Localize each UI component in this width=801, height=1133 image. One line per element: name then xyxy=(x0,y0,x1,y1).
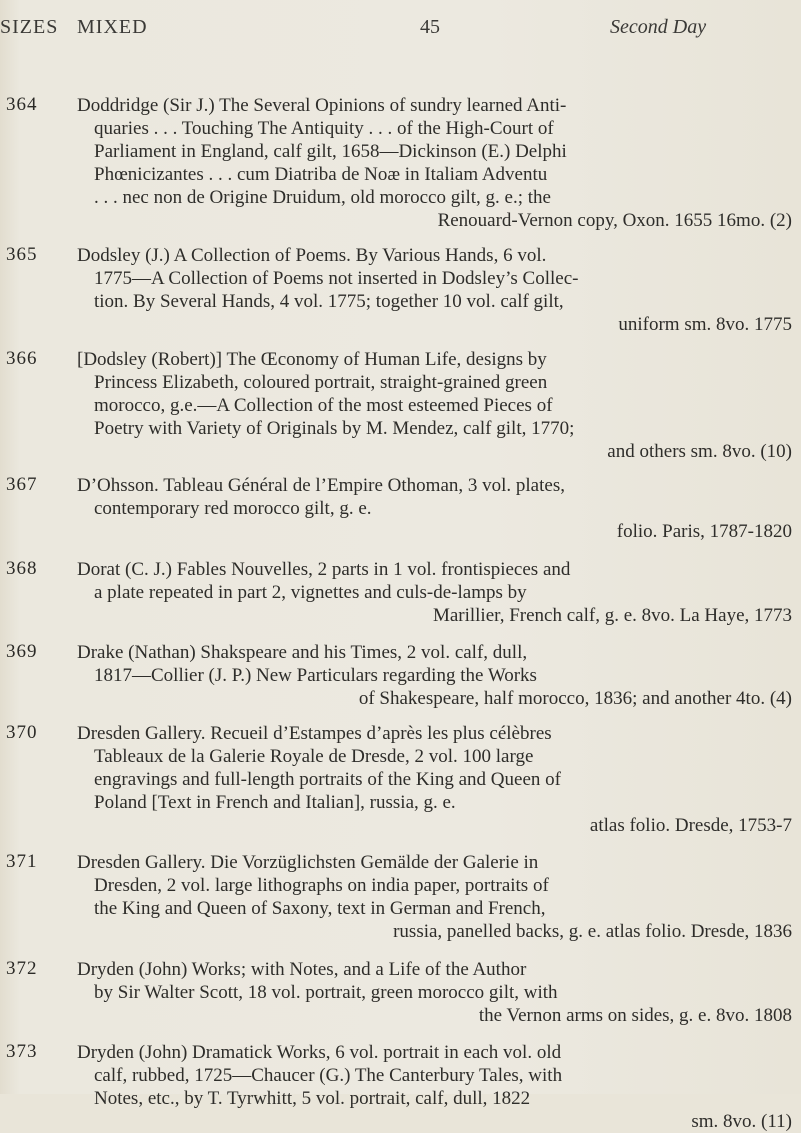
lot-line: morocco, g.e.—A Collection of the most esteemed Pieces of xyxy=(94,395,553,416)
lot-line: . . . nec non de Origine Druidum, old morocco gilt, g. e.; the xyxy=(94,187,551,208)
lot-line: quaries . . . Touching The Antiquity . . . of the High-Court of xyxy=(94,118,554,139)
lot-line: calf, rubbed, 1725—Chaucer (G.) The Canterbury Tales, with xyxy=(94,1065,563,1086)
header-sizes: SIZES xyxy=(0,16,59,38)
lot-line: Parliament in England, calf gilt, 1658—Dickinson (E.) Delphi xyxy=(94,141,567,162)
lot-line: Marillier, French calf, g. e. 8vo. La Haye, 1773 xyxy=(432,605,792,626)
lot-line: and others sm. 8vo. (10) xyxy=(607,441,792,462)
lot-line: contemporary red morocco gilt, g. e. xyxy=(94,498,372,519)
lot-number: 364 xyxy=(6,94,38,115)
lot-line: Dryden (John) Dramatick Works, 6 vol. portrait in each vol. old xyxy=(77,1042,562,1063)
header-mixed: MIXED xyxy=(77,16,148,38)
header-day: Second Day xyxy=(610,16,707,38)
lot-line: Princess Elizabeth, coloured portrait, straight-grained green xyxy=(94,372,548,393)
lot-line: Dresden Gallery. Recueil d’Estampes d’après les plus célèbres xyxy=(77,723,552,744)
lot-line: [Dodsley (Robert)] The Œconomy of Human Life, designs by xyxy=(77,349,547,370)
page-number: 45 xyxy=(420,16,440,38)
lot-line: uniform sm. 8vo. 1775 xyxy=(618,314,792,335)
lot-line: 1775—A Collection of Poems not inserted in Dodsley’s Collec- xyxy=(94,268,579,289)
lot-line: folio. Paris, 1787-1820 xyxy=(616,521,792,542)
lot-line: sm. 8vo. (11) xyxy=(691,1111,792,1132)
lot-line: D’Ohsson. Tableau Général de l’Empire Othoman, 3 vol. plates, xyxy=(77,475,565,496)
lot-description xyxy=(77,958,792,1027)
lot-description xyxy=(77,474,792,543)
lot-description xyxy=(77,641,792,710)
lot-number: 369 xyxy=(6,641,38,662)
lot-line: of Shakespeare, half morocco, 1836; and another 4to. (4) xyxy=(358,688,792,709)
lot-number: 373 xyxy=(6,1041,38,1062)
lot-line: Poland [Text in French and Italian], russia, g. e. xyxy=(94,792,456,813)
lot-line: Poetry with Variety of Originals by M. Mendez, calf gilt, 1770; xyxy=(94,418,575,439)
lot-number: 365 xyxy=(6,244,38,265)
lot-line: Tableaux de la Galerie Royale de Dresde, 2 vol. 100 large xyxy=(94,746,534,767)
lot-number: 367 xyxy=(6,474,38,495)
lot-number: 370 xyxy=(6,722,38,743)
lot-description xyxy=(77,851,792,943)
lot-line: atlas folio. Dresde, 1753-7 xyxy=(589,815,792,836)
lot-line: Dodsley (J.) A Collection of Poems. By Various Hands, 6 vol. xyxy=(77,245,547,266)
lot-line: Doddridge (Sir J.) The Several Opinions of sundry learned Anti- xyxy=(77,95,567,116)
lot-number: 368 xyxy=(6,558,38,579)
lot-number: 372 xyxy=(6,958,38,979)
lot-description xyxy=(77,348,792,463)
lot-line: Renouard-Vernon copy, Oxon. 1655 16mo. (2) xyxy=(437,210,792,231)
lot-description xyxy=(77,558,792,627)
lot-line: the Vernon arms on sides, g. e. 8vo. 1808 xyxy=(478,1005,792,1026)
lot-line: 1817—Collier (J. P.) New Particulars regarding the Works xyxy=(94,665,537,686)
lot-description xyxy=(77,722,792,837)
lot-line: a plate repeated in part 2, vignettes and culs-de-lamps by xyxy=(94,582,527,603)
lot-line: Notes, etc., by T. Tyrwhitt, 5 vol. portrait, calf, dull, 1822 xyxy=(94,1088,531,1109)
lot-description xyxy=(77,94,792,232)
lot-line: Dresden Gallery. Die Vorzüglichsten Gemälde der Galerie in xyxy=(77,852,539,873)
lot-description xyxy=(77,1041,792,1133)
lot-line: by Sir Walter Scott, 18 vol. portrait, green morocco gilt, with xyxy=(94,982,558,1003)
lot-line: tion. By Several Hands, 4 vol. 1775; together 10 vol. calf gilt, xyxy=(94,291,564,312)
lot-line: Drake (Nathan) Shakspeare and his Times, 2 vol. calf, dull, xyxy=(77,642,528,663)
lot-line: the King and Queen of Saxony, text in German and French, xyxy=(94,898,546,919)
lot-number: 366 xyxy=(6,348,38,369)
lot-line: Dresden, 2 vol. large lithographs on india paper, portraits of xyxy=(94,875,549,896)
page-header xyxy=(0,16,801,46)
lot-line: engravings and full-length portraits of the King and Queen of xyxy=(94,769,561,790)
lot-line: russia, panelled backs, g. e. atlas folio. Dresde, 1836 xyxy=(393,921,792,942)
lot-line: Dryden (John) Works; with Notes, and a Life of the Author xyxy=(77,959,527,980)
lot-line: Phœnicizantes . . . cum Diatriba de Noæ in Italiam Adventu xyxy=(94,164,548,185)
lot-line: Dorat (C. J.) Fables Nouvelles, 2 parts in 1 vol. frontispieces and xyxy=(77,559,571,580)
lot-description xyxy=(77,244,792,336)
lot-number: 371 xyxy=(6,851,38,872)
